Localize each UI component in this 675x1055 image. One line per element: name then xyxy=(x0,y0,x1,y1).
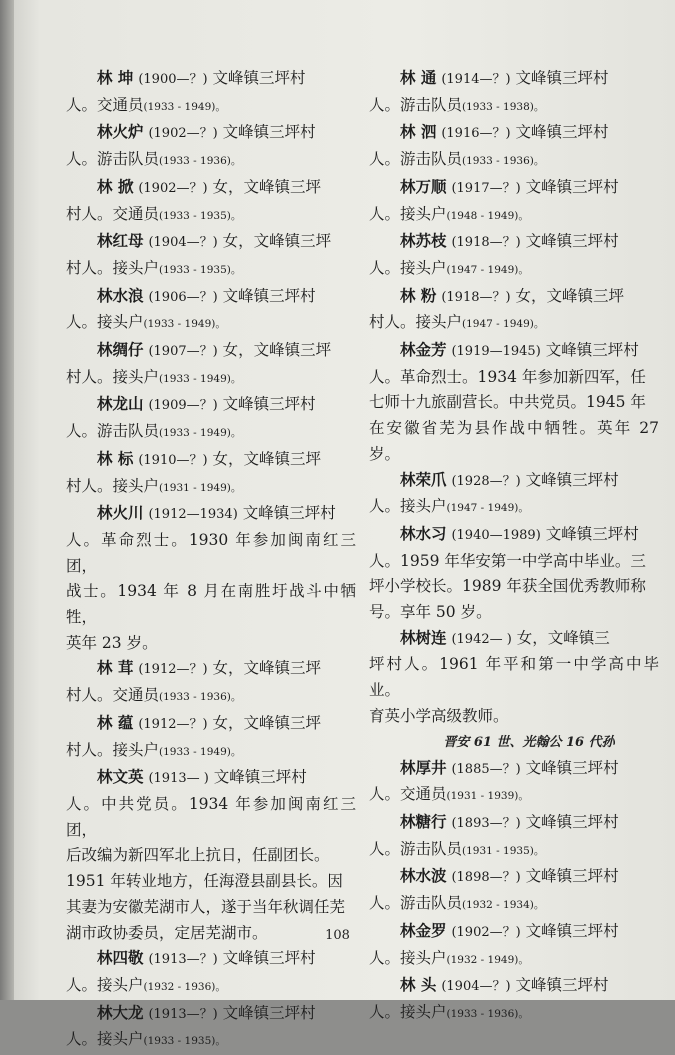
entry-text: 文峰镇三坪村 xyxy=(222,949,316,968)
life-dates: (1942— ) xyxy=(451,631,512,647)
entry-second-line xyxy=(66,147,356,175)
entry-first-line xyxy=(369,756,659,783)
entry-continuation-line: 育英小学高级教师。 xyxy=(369,706,509,725)
biography-entry xyxy=(66,1001,356,1055)
entry-text: 文峰镇三坪村 xyxy=(515,976,609,995)
life-dates: (1928—？) xyxy=(451,473,521,489)
entry-second-line xyxy=(369,202,659,230)
entry-first-line xyxy=(66,120,356,147)
entry-continuation-line: 在安徽省芜为县作战中牺牲。英年 27 岁。 xyxy=(369,419,659,463)
entry-continuation-line: 湖市政协委员，定居芜湖市。 xyxy=(66,923,268,942)
entry-text: 人。革命烈士。1934 年参加新四军，任 xyxy=(369,367,646,386)
biography-entry xyxy=(66,392,356,446)
life-dates: (1912—？) xyxy=(138,716,208,732)
person-name: 林 坤 xyxy=(97,69,134,87)
person-name: 林红母 xyxy=(97,232,144,251)
entry-text: 女，文峰镇三坪 xyxy=(212,449,322,468)
service-period: (1933 - 1936)。 xyxy=(462,155,545,168)
biography-entry xyxy=(369,522,659,626)
life-dates: (1913— ) xyxy=(148,771,209,787)
service-period: (1933 - 1936)。 xyxy=(446,1007,529,1020)
biography-entry xyxy=(369,919,659,973)
entry-text: 女，文峰镇三坪 xyxy=(222,341,332,360)
biography-entry xyxy=(369,973,659,1027)
person-name: 林 粉 xyxy=(400,286,437,305)
entry-text: 人。接头户 xyxy=(66,1030,144,1049)
entry-second-line xyxy=(66,419,356,447)
person-name: 林四敬 xyxy=(97,949,144,968)
left-column xyxy=(66,66,356,1055)
entry-continuation-line: 后改编为新四军北上抗日，任副团长。 xyxy=(66,846,330,865)
entry-text: 人。游击队员 xyxy=(369,894,463,913)
entry-text: 文峰镇三坪村 xyxy=(222,395,316,414)
life-dates: (1902—？) xyxy=(451,924,521,940)
entry-text: 村人。接头户 xyxy=(66,476,160,495)
biography-entry xyxy=(369,175,659,229)
life-dates: (1898—？) xyxy=(451,870,521,886)
entry-first-line xyxy=(369,338,659,365)
entry-continuation-line: 号。享年 50 岁。 xyxy=(369,603,492,622)
service-period: (1932 - 1936)。 xyxy=(143,980,226,993)
biography-entry xyxy=(369,120,659,174)
service-period: (1933 - 1949)。 xyxy=(159,427,242,440)
entry-text: 文峰镇三坪村 xyxy=(545,341,639,360)
entry-first-line xyxy=(369,973,659,1000)
life-dates: (1916—？) xyxy=(441,126,511,142)
entry-continuation-line: 战士。1934 年 8 月在南胜圩战斗中牺牲， xyxy=(66,582,356,627)
service-period: (1933 - 1935)。 xyxy=(159,209,242,222)
entry-first-line xyxy=(66,175,356,202)
life-dates: (1912—1934) xyxy=(148,507,238,523)
generation-heading: 晋安 61 世、光翰公 16 代孙 xyxy=(443,734,615,750)
person-name: 林 掀 xyxy=(97,177,134,196)
person-name: 林龙山 xyxy=(97,395,144,414)
entry-text: 人。交通员 xyxy=(369,785,447,804)
service-period: (1933 - 1935)。 xyxy=(159,263,242,276)
life-dates: (1913—？) xyxy=(148,1006,218,1022)
biography-entry xyxy=(369,756,659,810)
entry-text: 村人。接头户 xyxy=(66,367,160,386)
entry-second-line xyxy=(369,256,659,284)
entry-first-line xyxy=(66,338,356,365)
service-period: (1933 - 1936)。 xyxy=(159,691,242,704)
service-period: (1933 - 1949)。 xyxy=(159,745,242,758)
entry-second-line xyxy=(369,1000,659,1028)
biography-entry xyxy=(369,810,659,864)
service-period: (1932 - 1934)。 xyxy=(462,899,545,912)
entry-continuation-line: 英年 23 岁。 xyxy=(66,633,158,652)
service-period: (1933 - 1938)。 xyxy=(462,100,545,113)
person-name: 林 泗 xyxy=(400,123,437,142)
person-name: 林苏枝 xyxy=(400,232,447,251)
person-name: 林绸仔 xyxy=(97,341,144,360)
entry-second-line xyxy=(369,365,659,391)
biography-entry xyxy=(66,447,356,501)
entry-text: 文峰镇三坪村 xyxy=(525,921,619,940)
biography-entry xyxy=(66,765,356,946)
person-name: 林火炉 xyxy=(97,123,144,142)
page-number: 108 xyxy=(325,928,350,943)
person-name: 林火川 xyxy=(97,504,144,523)
entry-text: 文峰镇三坪村 xyxy=(525,812,619,831)
biography-entry xyxy=(369,338,659,468)
biography-entry xyxy=(66,946,356,1000)
person-name: 林 通 xyxy=(400,69,437,87)
biography-entry xyxy=(66,338,356,392)
person-name: 林 头 xyxy=(400,976,437,995)
biography-entry xyxy=(66,120,356,174)
entry-first-line xyxy=(66,656,356,683)
entry-text: 人。革命烈士。1930 年参加闽南红三团， xyxy=(66,530,356,575)
biography-entry xyxy=(66,656,356,710)
entry-second-line xyxy=(66,256,356,284)
entry-second-line xyxy=(369,891,659,919)
service-period: (1933 - 1949)。 xyxy=(143,318,226,331)
life-dates: (1909—？) xyxy=(148,398,218,414)
entry-text: 人。接头户 xyxy=(369,948,447,967)
entry-second-line xyxy=(66,973,356,1001)
entry-text: 人。接头户 xyxy=(66,975,144,994)
life-dates: (1918—？) xyxy=(451,235,521,251)
entry-text: 村人。接头户 xyxy=(369,313,463,332)
entry-text: 女，文峰镇三坪 xyxy=(212,659,322,678)
entry-text: 女，文峰镇三 xyxy=(516,628,610,647)
life-dates: (1913—？) xyxy=(148,952,218,968)
entry-text: 文峰镇三坪村 xyxy=(222,1003,316,1022)
right-column xyxy=(369,66,659,1028)
entry-text: 文峰镇三坪村 xyxy=(525,470,619,489)
entry-text: 文峰镇三坪村 xyxy=(515,69,609,87)
entry-text: 村人。交通员 xyxy=(66,204,160,223)
biography-entry xyxy=(66,175,356,229)
life-dates: (1902—？) xyxy=(138,180,208,196)
biography-entry xyxy=(66,711,356,765)
entry-text: 文峰镇三坪村 xyxy=(545,524,639,543)
person-name: 林树连 xyxy=(400,628,447,647)
entry-text: 文峰镇三坪村 xyxy=(515,123,609,142)
biography-entry xyxy=(66,284,356,338)
entry-first-line xyxy=(369,468,659,495)
life-dates: (1907—？) xyxy=(148,344,218,360)
entry-first-line xyxy=(369,229,659,256)
life-dates: (1912—？) xyxy=(138,662,208,678)
entry-second-line xyxy=(369,782,659,810)
entry-first-line xyxy=(66,392,356,419)
service-period: (1931 - 1939)。 xyxy=(446,790,529,803)
entry-text: 坪村人。1961 年平和第一中学高中毕业。 xyxy=(369,655,659,700)
entry-text: 村人。接头户 xyxy=(66,258,160,277)
service-period: (1933 - 1949)。 xyxy=(159,372,242,385)
entry-continuation-line: 其妻为安徽芜湖市人，遂于当年秋调任芜 xyxy=(66,897,346,916)
entry-first-line xyxy=(369,626,659,653)
entry-first-line xyxy=(369,864,659,891)
entry-first-line xyxy=(66,447,356,474)
person-name: 林 标 xyxy=(97,449,134,468)
book-spine-shadow xyxy=(0,0,14,1000)
person-name: 林金芳 xyxy=(400,341,447,360)
person-name: 林水浪 xyxy=(97,286,144,305)
person-name: 林大龙 xyxy=(97,1003,144,1022)
service-period: (1947 - 1949)。 xyxy=(462,318,545,331)
entry-second-line xyxy=(66,365,356,393)
entry-first-line xyxy=(369,120,659,147)
person-name: 林水波 xyxy=(400,867,447,886)
service-period: (1947 - 1949)。 xyxy=(446,263,529,276)
person-name: 林水习 xyxy=(400,524,447,543)
entry-text: 人。接头户 xyxy=(369,204,447,223)
service-period: (1933 - 1936)。 xyxy=(159,155,242,168)
entry-text: 人。接头户 xyxy=(66,313,144,332)
service-period: (1931 - 1935)。 xyxy=(462,844,545,857)
entry-continuation-line: 1951 年转业地方，任海澄县副县长。因 xyxy=(66,872,343,891)
entry-text: 人。中共党员。1934 年参加闽南红三团， xyxy=(66,794,356,839)
person-name: 林糖行 xyxy=(400,812,447,831)
entry-second-line xyxy=(369,946,659,974)
entry-text: 文峰镇三坪村 xyxy=(212,69,306,87)
entry-text: 人。交通员 xyxy=(66,95,144,114)
entry-text: 文峰镇三坪村 xyxy=(525,232,619,251)
entry-first-line xyxy=(66,946,356,973)
biography-entry xyxy=(369,626,659,730)
entry-text: 女，文峰镇三坪 xyxy=(212,713,322,732)
life-dates: (1885—？) xyxy=(451,761,521,777)
entry-text: 人。游击队员 xyxy=(66,150,160,169)
entry-second-line xyxy=(66,1027,356,1055)
life-dates: (1914—？) xyxy=(441,72,511,87)
person-name: 林 茸 xyxy=(97,659,134,678)
entry-first-line xyxy=(66,1001,356,1028)
biography-entry xyxy=(369,864,659,918)
entry-text: 村人。交通员 xyxy=(66,686,160,705)
entry-second-line xyxy=(66,93,356,121)
service-period: (1947 - 1949)。 xyxy=(446,502,529,515)
entry-second-line xyxy=(369,93,659,121)
entry-first-line xyxy=(369,175,659,202)
entry-second-line xyxy=(66,738,356,766)
entry-text: 人。接头户 xyxy=(369,258,447,277)
entry-text: 女，文峰镇三坪 xyxy=(222,232,332,251)
entry-second-line xyxy=(369,652,659,703)
service-period: (1948 - 1949)。 xyxy=(446,209,529,222)
biography-entry xyxy=(369,229,659,283)
entry-text: 村人。接头户 xyxy=(66,740,160,759)
person-name: 林厚井 xyxy=(400,758,447,777)
entry-text: 文峰镇三坪村 xyxy=(222,286,316,305)
life-dates: (1902—？) xyxy=(148,126,218,142)
entry-text: 文峰镇三坪村 xyxy=(525,177,619,196)
biography-entry xyxy=(66,66,356,120)
entry-text: 人。游击队员 xyxy=(369,150,463,169)
life-dates: (1918—？) xyxy=(441,289,511,305)
entry-second-line xyxy=(66,310,356,338)
person-name: 林文英 xyxy=(97,768,144,787)
biography-entry xyxy=(369,66,659,120)
entry-text: 人。1959 年华安第一中学高中毕业。三 xyxy=(369,551,646,570)
entry-text: 人。接头户 xyxy=(369,497,447,516)
entry-second-line xyxy=(66,202,356,230)
entry-first-line xyxy=(66,229,356,256)
service-period: (1933 - 1935)。 xyxy=(143,1035,226,1048)
entry-continuation-line: 七师十九旅副营长。中共党员。1945 年 xyxy=(369,393,646,412)
entry-second-line xyxy=(369,837,659,865)
entry-text: 文峰镇三坪村 xyxy=(525,758,619,777)
entry-first-line xyxy=(369,810,659,837)
entry-text: 女，文峰镇三坪 xyxy=(515,286,625,305)
entry-text: 文峰镇三坪村 xyxy=(525,867,619,886)
entry-text: 人。游击队员 xyxy=(66,422,160,441)
entry-second-line xyxy=(66,683,356,711)
entry-first-line xyxy=(369,522,659,549)
entry-second-line xyxy=(369,147,659,175)
service-period: (1933 - 1949)。 xyxy=(143,100,226,113)
person-name: 林荣爪 xyxy=(400,470,447,489)
biography-entry xyxy=(369,284,659,338)
entry-first-line xyxy=(66,501,356,528)
service-period: (1931 - 1949)。 xyxy=(159,481,242,494)
life-dates: (1940—1989) xyxy=(451,527,541,543)
entry-continuation-line: 坪小学校长。1989 年获全国优秀教师称 xyxy=(369,577,646,596)
entry-text: 文峰镇三坪村 xyxy=(242,504,336,523)
entry-second-line xyxy=(369,549,659,575)
life-dates: (1906—？) xyxy=(148,289,218,305)
entry-second-line xyxy=(369,494,659,522)
entry-first-line xyxy=(369,284,659,311)
entry-second-line xyxy=(369,310,659,338)
entry-second-line xyxy=(66,528,356,579)
life-dates: (1919—1945) xyxy=(451,344,541,360)
life-dates: (1904—？) xyxy=(148,235,218,251)
service-period: (1932 - 1949)。 xyxy=(446,953,529,966)
entry-second-line xyxy=(66,792,356,843)
entry-text: 文峰镇三坪村 xyxy=(222,123,316,142)
entry-first-line xyxy=(66,66,356,93)
person-name: 林金罗 xyxy=(400,921,447,940)
entry-text: 人。游击队员 xyxy=(369,839,463,858)
entry-first-line xyxy=(66,284,356,311)
life-dates: (1904—？) xyxy=(441,979,511,995)
biography-entry xyxy=(66,501,356,656)
entry-first-line xyxy=(66,711,356,738)
life-dates: (1910—？) xyxy=(138,452,208,468)
entry-second-line xyxy=(66,474,356,502)
entry-text: 文峰镇三坪村 xyxy=(213,768,307,787)
entry-first-line xyxy=(66,765,356,792)
person-name: 林 蕴 xyxy=(97,713,134,732)
entry-text: 人。接头户 xyxy=(369,1002,447,1021)
entry-text: 女，文峰镇三坪 xyxy=(212,177,322,196)
life-dates: (1900—？) xyxy=(138,72,208,87)
person-name: 林万顺 xyxy=(400,177,447,196)
biography-entry xyxy=(369,468,659,522)
life-dates: (1893—？) xyxy=(451,815,521,831)
entry-first-line xyxy=(369,66,659,93)
life-dates: (1917—？) xyxy=(451,180,521,196)
biography-entry xyxy=(66,229,356,283)
entry-text: 人。游击队员 xyxy=(369,95,463,114)
